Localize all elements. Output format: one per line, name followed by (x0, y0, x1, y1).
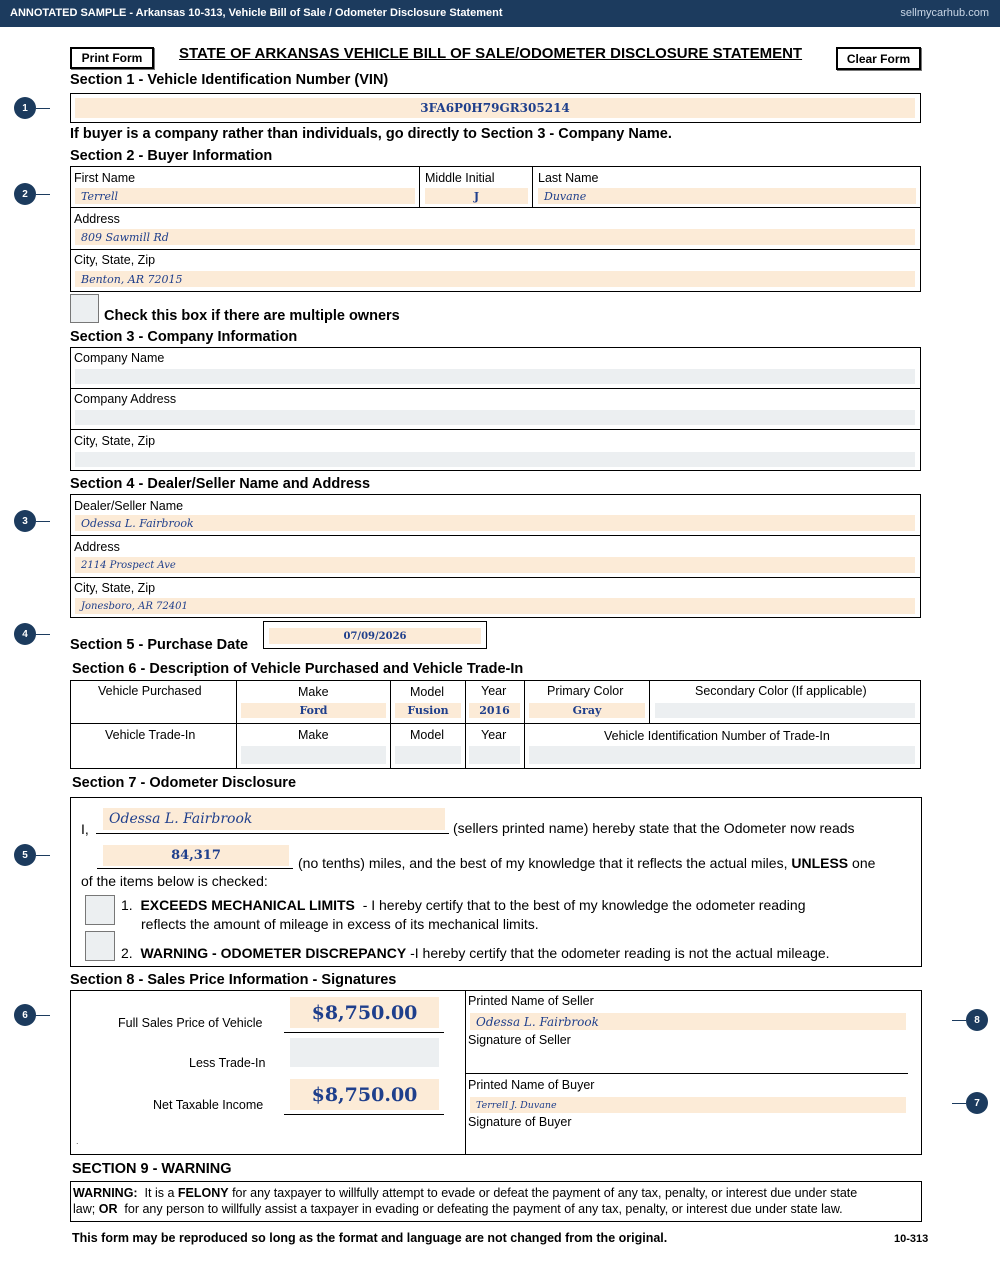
divider (70, 723, 921, 724)
section7-heading: Section 7 - Odometer Disclosure (72, 775, 297, 791)
marker-4 (14, 623, 50, 645)
odometer-statement-1: (sellers printed name) hereby state that the Odometer now reads (453, 820, 855, 836)
less-tradein-field[interactable] (290, 1038, 439, 1067)
section9-heading: SECTION 9 - WARNING (72, 1161, 232, 1177)
buyer-city-label: City, State, Zip (74, 253, 156, 267)
marker-badge: 8 (966, 1009, 988, 1031)
company-city-field[interactable] (75, 452, 915, 467)
middle-initial-field[interactable]: J (425, 188, 528, 204)
first-name-label: First Name (74, 171, 136, 185)
net-taxable-label: Net Taxable Income (153, 1098, 264, 1112)
marker-badge: 5 (14, 844, 36, 866)
seller-name-line (96, 833, 449, 834)
banner-site: sellmycarhub.com (900, 7, 989, 19)
company-name-field[interactable] (75, 369, 915, 384)
divider (532, 166, 533, 208)
form-title: STATE OF ARKANSAS VEHICLE BILL OF SALE/ODOMETER DISCLOSURE STATEMENT (179, 45, 803, 62)
tradein-vin-field[interactable] (529, 746, 915, 764)
section5-heading: Section 5 - Purchase Date (70, 637, 249, 653)
seller-printed-field[interactable]: Odessa L. Fairbrook (470, 1013, 906, 1030)
vehicle-purchased-label: Vehicle Purchased (98, 684, 202, 698)
middle-initial-label: Middle Initial (425, 171, 495, 185)
seller-signature-label: Signature of Seller (468, 1033, 571, 1047)
marker-line (952, 1103, 966, 1104)
divider (390, 680, 391, 769)
multiple-owners-label: Check this box if there are multiple owners (104, 308, 400, 324)
buyer-address-field[interactable]: 809 Sawmill Rd (75, 229, 915, 245)
company-city-label: City, State, Zip (74, 434, 156, 448)
tradein-vin-label: Vehicle Identification Number of Trade-In (604, 729, 830, 743)
first-name-field[interactable]: Terrell (75, 188, 415, 204)
divider (70, 535, 921, 536)
vin-field[interactable]: 3FA6P0H79GR305214 (75, 98, 915, 118)
stray-dot: . (76, 1136, 79, 1146)
odometer-seller-name-field[interactable]: Odessa L. Fairbrook (103, 808, 445, 830)
warning-line-2: law; OR for any person to willfully assist a taxpayer in evading or defeating the payment of any tax, penalty, or interest due under state law. (73, 1202, 843, 1216)
section8-heading: Section 8 - Sales Price Information - Signatures (70, 972, 397, 988)
marker-badge: 4 (14, 623, 36, 645)
vehicle-tradein-label: Vehicle Trade-In (105, 728, 196, 742)
year-label: Year (481, 684, 507, 698)
divider (70, 249, 921, 250)
year-field[interactable]: 2016 (469, 703, 520, 718)
tradein-year-field[interactable] (469, 746, 520, 764)
tradein-make-label: Make (298, 728, 329, 742)
odometer-statement-2: (no tenths) miles, and the best of my knowledge that it reflects the actual miles, UNLESS one (298, 855, 876, 871)
buyer-printed-label: Printed Name of Buyer (468, 1078, 595, 1092)
mileage-field[interactable]: 84,317 (103, 845, 289, 866)
buyer-printed-field[interactable]: Terrell J. Duvane (470, 1097, 906, 1113)
seller-signature-line[interactable] (466, 1073, 908, 1074)
divider (649, 680, 650, 723)
marker-3 (14, 510, 50, 532)
seller-city-label: City, State, Zip (74, 581, 156, 595)
divider (70, 429, 921, 430)
company-address-field[interactable] (75, 410, 915, 425)
seller-city-field[interactable]: Jonesboro, AR 72401 (75, 598, 915, 614)
divider (236, 680, 237, 769)
odometer-discrepancy-checkbox[interactable] (85, 931, 115, 961)
tradein-year-label: Year (481, 728, 507, 742)
banner-title: ANNOTATED SAMPLE - Arkansas 10-313, Vehicle Bill of Sale / Odometer Disclosure Statement (10, 7, 503, 19)
buyer-city-field[interactable]: Benton, AR 72015 (75, 271, 915, 287)
print-form-button[interactable]: Print Form (70, 47, 154, 69)
section4-heading: Section 4 - Dealer/Seller Name and Address (70, 476, 371, 492)
warning-line-1: WARNING: It is a FELONY for any taxpayer to willfully attempt to evade or defeat the payment of any tax, penalty, or interest due under state (73, 1186, 858, 1200)
multiple-owners-checkbox[interactable] (70, 294, 99, 323)
marker-badge: 1 (14, 97, 36, 119)
marker-7 (952, 1092, 988, 1114)
marker-2 (14, 183, 50, 205)
mileage-line (97, 868, 293, 869)
model-label: Model (410, 685, 445, 699)
last-name-label: Last Name (538, 171, 599, 185)
marker-line (36, 634, 50, 635)
company-note: If buyer is a company rather than individuals, go directly to Section 3 - Company Name. (70, 126, 672, 142)
exceeds-limits-item: 1. EXCEEDS MECHANICAL LIMITS - I hereby certify that to the best of my knowledge the odometer reading (121, 897, 806, 913)
exceeds-limits-checkbox[interactable] (85, 895, 115, 925)
marker-badge: 2 (14, 183, 36, 205)
company-address-label: Company Address (74, 392, 177, 406)
odometer-discrepancy-item: 2. WARNING - ODOMETER DISCREPANCY -I hereby certify that the odometer reading is not the actual mileage. (121, 945, 830, 961)
purchase-date-field[interactable]: 07/09/2026 (269, 628, 481, 644)
seller-address-field[interactable]: 2114 Prospect Ave (75, 557, 915, 573)
buyer-signature-label: Signature of Buyer (468, 1115, 572, 1129)
company-name-label: Company Name (74, 351, 165, 365)
section6-heading: Section 6 - Description of Vehicle Purchased and Vehicle Trade-In (72, 661, 524, 677)
secondary-color-field[interactable] (655, 703, 915, 718)
full-price-field[interactable]: $8,750.00 (290, 997, 439, 1028)
full-price-label: Full Sales Price of Vehicle (118, 1016, 263, 1030)
make-field[interactable]: Ford (241, 703, 386, 718)
marker-line (36, 855, 50, 856)
secondary-color-label: Secondary Color (If applicable) (695, 684, 867, 698)
marker-badge: 3 (14, 510, 36, 532)
marker-8 (952, 1009, 988, 1031)
odometer-statement-3: of the items below is checked: (81, 873, 268, 889)
exceeds-limits-text-2: reflects the amount of mileage in excess of its mechanical limits. (141, 916, 539, 932)
seller-address-label: Address (74, 540, 120, 554)
divider (70, 388, 921, 389)
divider (70, 207, 921, 208)
i-label: I, (81, 821, 89, 837)
section2-heading: Section 2 - Buyer Information (70, 148, 273, 164)
net-taxable-line (284, 1114, 444, 1115)
tradein-make-field[interactable] (241, 746, 386, 764)
section1-heading: Section 1 - Vehicle Identification Number (VIN) (70, 72, 389, 88)
marker-line (36, 194, 50, 195)
marker-line (36, 108, 50, 109)
primary-color-field[interactable]: Gray (529, 703, 645, 718)
section3-heading: Section 3 - Company Information (70, 329, 298, 345)
less-tradein-label: Less Trade-In (189, 1056, 266, 1070)
footer-note: This form may be reproduced so long as the format and language are not changed from the original. (72, 1231, 668, 1245)
marker-line (952, 1020, 966, 1021)
clear-form-button[interactable]: Clear Form (836, 47, 921, 70)
marker-line (36, 521, 50, 522)
marker-5 (14, 844, 50, 866)
seller-printed-label: Printed Name of Seller (468, 994, 594, 1008)
buyer-address-label: Address (74, 212, 120, 226)
divider (465, 680, 466, 769)
model-field[interactable]: Fusion (395, 703, 461, 718)
marker-line (36, 1015, 50, 1016)
marker-6 (14, 1004, 50, 1026)
divider (419, 166, 420, 208)
marker-badge: 6 (14, 1004, 36, 1026)
tradein-model-label: Model (410, 728, 445, 742)
form-number: 10-313 (894, 1233, 929, 1245)
tradein-model-field[interactable] (395, 746, 461, 764)
seller-name-label: Dealer/Seller Name (74, 499, 184, 513)
marker-badge: 7 (966, 1092, 988, 1114)
divider (70, 577, 921, 578)
divider (524, 680, 525, 769)
marker-1 (14, 97, 50, 119)
annotation-banner (0, 0, 1000, 27)
seller-name-field[interactable]: Odessa L. Fairbrook (75, 515, 915, 531)
full-price-line (284, 1032, 444, 1033)
last-name-field[interactable]: Duvane (538, 188, 916, 204)
primary-color-label: Primary Color (547, 684, 624, 698)
net-taxable-field[interactable]: $8,750.00 (290, 1079, 439, 1110)
make-label: Make (298, 685, 329, 699)
